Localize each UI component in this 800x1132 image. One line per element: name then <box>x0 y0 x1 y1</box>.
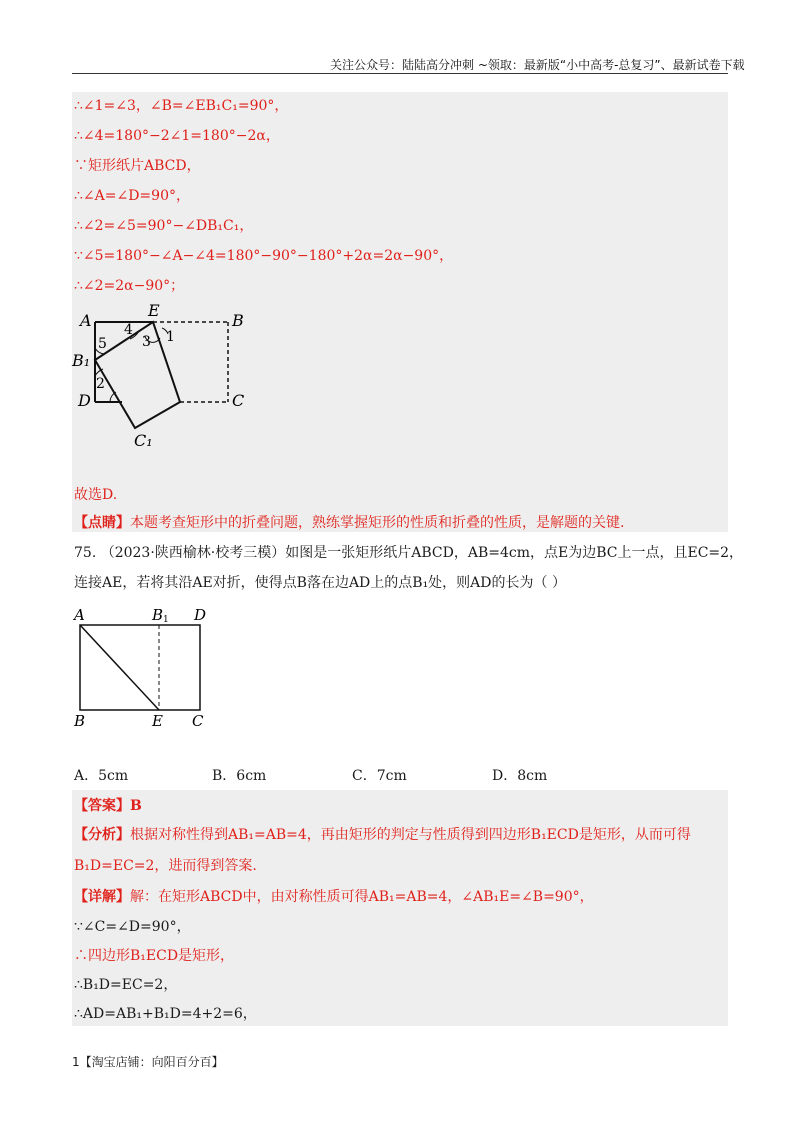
answer-line: 【答案】B <box>74 798 142 814</box>
option-b[interactable]: B．6cm <box>212 768 267 784</box>
label-A: A <box>80 311 92 330</box>
analysis-text: 根据对称性得到AB₁=AB=4，再由矩形的判定与性质得到四边形B₁ECD是矩形，从而可得 <box>130 827 691 843</box>
analysis-tag: 【分析】 <box>74 827 130 843</box>
label-D: D <box>78 391 91 410</box>
label-C1: C₁ <box>134 431 153 450</box>
label-C: C <box>192 712 204 730</box>
detail-tag: 【详解】 <box>74 889 130 905</box>
detail-line <box>74 947 234 965</box>
label-C: C <box>232 391 245 410</box>
detail-line: ∴B₁D=EC=2， <box>74 977 178 993</box>
detail-line-text: ∴四边形B₁ECD是矩形， <box>74 948 235 964</box>
label-E: E <box>152 712 163 730</box>
comment-line <box>74 514 624 532</box>
solution-line: ∵矩形纸片ABCD， <box>74 158 201 174</box>
comment-tag: 【点睛】 <box>74 515 130 531</box>
angle-5: 5 <box>98 336 107 352</box>
option-a[interactable]: A．5cm <box>74 768 129 784</box>
angle-3: 3 <box>142 334 151 350</box>
detail-line-1 <box>74 888 594 906</box>
label-D: D <box>194 606 207 624</box>
solution-line: ∴∠1=∠3，∠B=∠EB₁C₁=90°， <box>74 98 289 114</box>
solution-line: ∵∠5=180°−∠A−∠4=180°−90°−180°+2α=2α−90°， <box>74 248 454 264</box>
fold-figure-2 <box>70 600 240 735</box>
solution-line: ∴∠2=2α−90°； <box>74 278 185 294</box>
analysis-line-2: B₁D=EC=2，进而得到答案. <box>74 858 257 874</box>
angle-4: 4 <box>124 322 133 338</box>
label-B: B <box>74 712 86 730</box>
question-line-1: 75. （2023·陕西榆林·校考三模）如图是一张矩形纸片ABCD，AB=4cm，点E为边BC上一点，且EC=2， <box>74 545 744 561</box>
header-divider <box>72 73 728 74</box>
solution-line: ∴∠A=∠D=90°， <box>74 188 190 204</box>
label-A: A <box>74 606 85 624</box>
choose-answer: 故选D. <box>74 487 118 503</box>
solution-line: ∴∠2=∠5=90°−∠DB₁C₁， <box>74 218 254 234</box>
label-B: B <box>232 311 244 330</box>
question-line-2: 连接AE，若将其沿AE对折，使得点B落在边AD上的点B₁处，则AD的长为（ ） <box>74 575 566 591</box>
solution-line: ∴∠4=180°−2∠1=180°−2α， <box>74 128 280 144</box>
page-footer: 1【淘宝店铺：向阳百分百】 <box>72 1055 224 1069</box>
option-d[interactable]: D．8cm <box>492 768 548 784</box>
label-B1: B₁ <box>72 351 91 370</box>
label-B1: B1 <box>152 606 169 625</box>
analysis-line-1 <box>74 826 691 844</box>
comment-text: 本题考查矩形中的折叠问题，熟练掌握矩形的性质和折叠的性质，是解题的关键. <box>130 515 625 531</box>
page-header: 关注公众号：陆陆高分冲刺 ~领取：最新版“小中高考-总复习”、最新试卷下载 <box>330 58 745 72</box>
detail-line: ∴AD=AB₁+B₁D=4+2=6， <box>74 1006 257 1022</box>
label-E: E <box>148 301 160 320</box>
fold-figure-1 <box>70 300 270 460</box>
angle-2: 2 <box>96 376 105 392</box>
option-c[interactable]: C．7cm <box>352 768 407 784</box>
detail-line: ∵∠C=∠D=90°， <box>74 919 191 935</box>
angle-1: 1 <box>166 329 175 345</box>
detail-text: 解：在矩形ABCD中，由对称性质可得AB₁=AB=4，∠AB₁E=∠B=90°， <box>130 889 594 905</box>
